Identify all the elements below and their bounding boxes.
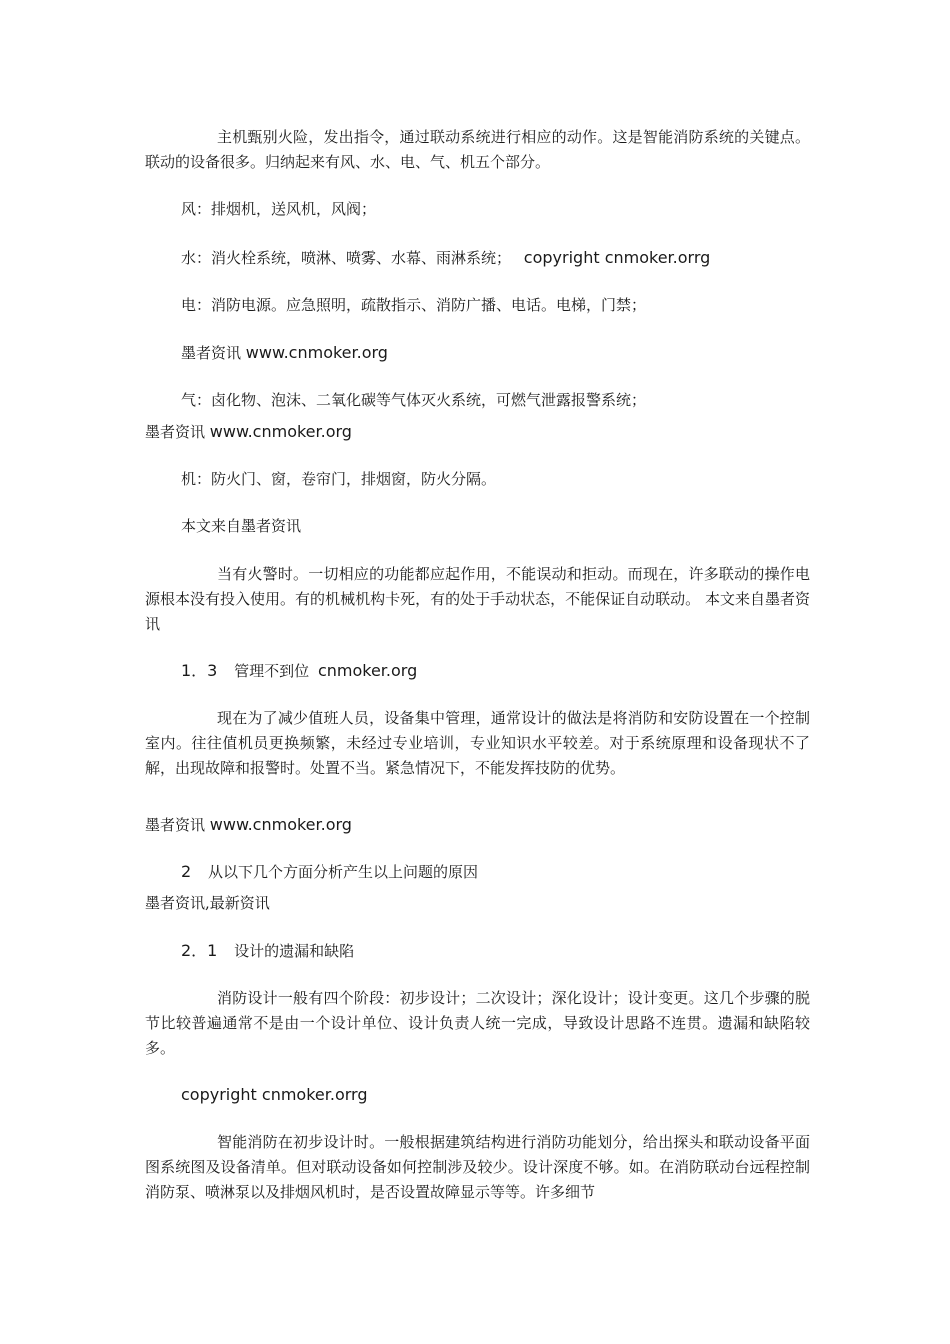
line-water: [181, 245, 810, 271]
moker-url: www.cnmoker.org: [209, 815, 352, 834]
moker-label: 墨者资讯: [145, 816, 206, 834]
copyright-watermark: copyright cnmoker.orrg: [523, 248, 711, 267]
moker-url: www.cnmoker.org: [245, 343, 388, 362]
paragraph-preliminary-design: 智能消防在初步设计时。一般根据建筑结构进行消防功能划分，给出探头和联动设备平面图系统图及设备清单。但对联动设备如何控制涉及较少。设计深度不够。如。在消防联动台远程控制消防泵、喷淋泵以及排烟风机时，是否设置故障显示等等。许多细节: [145, 1133, 810, 1201]
line-electric: 电：消防电源。应急照明，疏散指示、消防广播、电话。电梯，门禁；: [181, 296, 647, 314]
heading-text: 从以下几个方面分析产生以上问题的原因: [207, 863, 478, 881]
heading-2-1: [181, 938, 810, 964]
heading-number: 2．1: [181, 941, 218, 960]
line-gas: 气：卤化物、泡沫、二氧化碳等气体灭火系统，可燃气泄露报警系统；: [181, 391, 647, 409]
heading-2: [181, 859, 810, 885]
water-text: 水：消火栓系统，喷淋、喷雾、水幕、雨淋系统；: [181, 249, 512, 267]
heading-text: 设计的遗漏和缺陷: [234, 942, 355, 960]
line-moker-2: [145, 419, 810, 445]
paragraph-management: 现在为了减少值班人员，设备集中管理，通常设计的做法是将消防和安防设置在一个控制室内。往往值机员更换频繁，未经过专业培训，专业知识水平较差。对于系统原理和设备现状不了解，出现故障和报警时。处置不当。紧急情况下，不能发挥技防的优势。: [145, 709, 810, 777]
paragraph-linkage-intro: 主机甄别火险，发出指令，通过联动系统进行相应的动作。这是智能消防系统的关键点。联动的设备很多。归纳起来有风、水、电、气、机五个部分。: [145, 128, 810, 171]
line-source: 本文来自墨者资讯: [181, 517, 302, 535]
line-machine: 机：防火门、窗，卷帘门，排烟窗，防火分隔。: [181, 470, 497, 488]
moker-label: 墨者资讯: [145, 423, 206, 441]
paragraph-design-stages: 消防设计一般有四个阶段：初步设计；二次设计；深化设计；设计变更。这几个步骤的脱节比较普遍通常不是由一个设计单位、设计负责人统一完成，导致设计思路不连贯。遗漏和缺陷较多。: [145, 989, 810, 1057]
line-moker-4: 墨者资讯,最新资讯: [145, 894, 270, 912]
moker-label: 墨者资讯: [181, 344, 242, 362]
heading-number: 2: [181, 862, 192, 881]
heading-text: 管理不到位: [234, 662, 310, 680]
paragraph-fire-alarm: 当有火警时。一切相应的功能都应起作用，不能误动和拒动。而现在，许多联动的操作电源根本没有投入使用。有的机械机构卡死，有的处于手动状态，不能保证自动联动。 本文来自墨者资讯: [145, 565, 810, 633]
line-wind: 风：排烟机，送风机，风阀；: [181, 200, 377, 218]
line-moker-3: [145, 812, 810, 838]
moker-url: www.cnmoker.org: [209, 422, 352, 441]
copyright-watermark-2: copyright cnmoker.orrg: [181, 1085, 368, 1104]
heading-number: 1．3: [181, 661, 218, 680]
heading-1-3: [181, 658, 810, 684]
heading-url: cnmoker.org: [317, 661, 418, 680]
line-moker-1: [181, 340, 810, 366]
